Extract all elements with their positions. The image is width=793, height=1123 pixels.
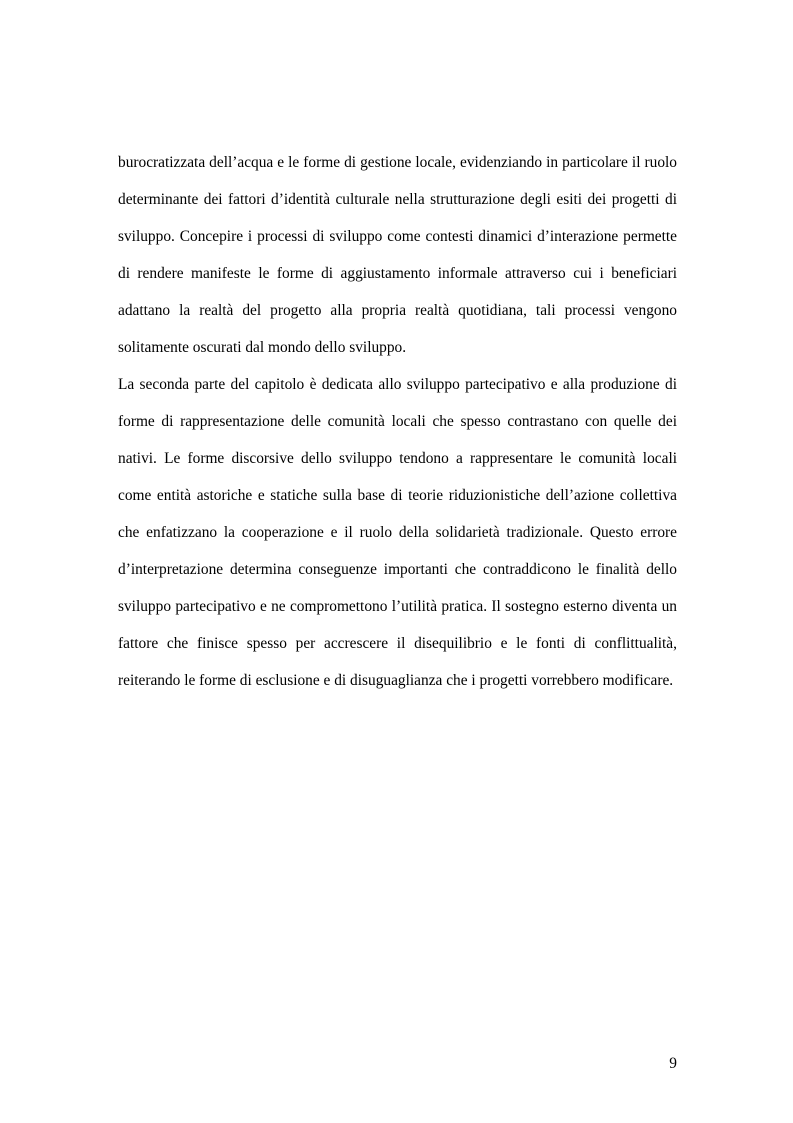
paragraph-1: burocratizzata dell’acqua e le forme di gestione locale, evidenziando in particolare il ruolo determinante dei fattori d’identità culturale nella strutturazione degli esiti dei progetti di sviluppo. Concepire i processi di sviluppo come contesti dinamici d’interazione permette di rendere manifeste le forme di aggiustamento informale attraverso cui i beneficiari adattano la realtà del progetto alla propria realtà quotidiana, tali processi vengono solitamente oscurati dal mondo dello sviluppo. bbox=[118, 154, 677, 356]
paragraph-2: La seconda parte del capitolo è dedicata allo sviluppo partecipativo e alla produzione di forme di rappresentazione delle comunità locali che spesso contrastano con quelle dei nativi. Le forme discorsive dello sviluppo tendono a rappresentare le comunità locali come entità astoriche e statiche sulla base di teorie riduzionistiche dell’azione collettiva che enfatizzano la cooperazione e il ruolo della solidarietà tradizionale. Questo errore d’interpretazione determina conseguenze importanti che contraddicono le finalità dello sviluppo partecipativo e ne compromettono l’utilità pratica. Il sostegno esterno diventa un fattore che finisce spesso per accrescere il disequilibrio e le fonti di conflittualità, reiterando le forme di esclusione e di disuguaglianza che i progetti vorrebbero modificare. bbox=[118, 376, 677, 689]
body-text bbox=[118, 144, 677, 699]
page-number: 9 bbox=[669, 1055, 677, 1072]
